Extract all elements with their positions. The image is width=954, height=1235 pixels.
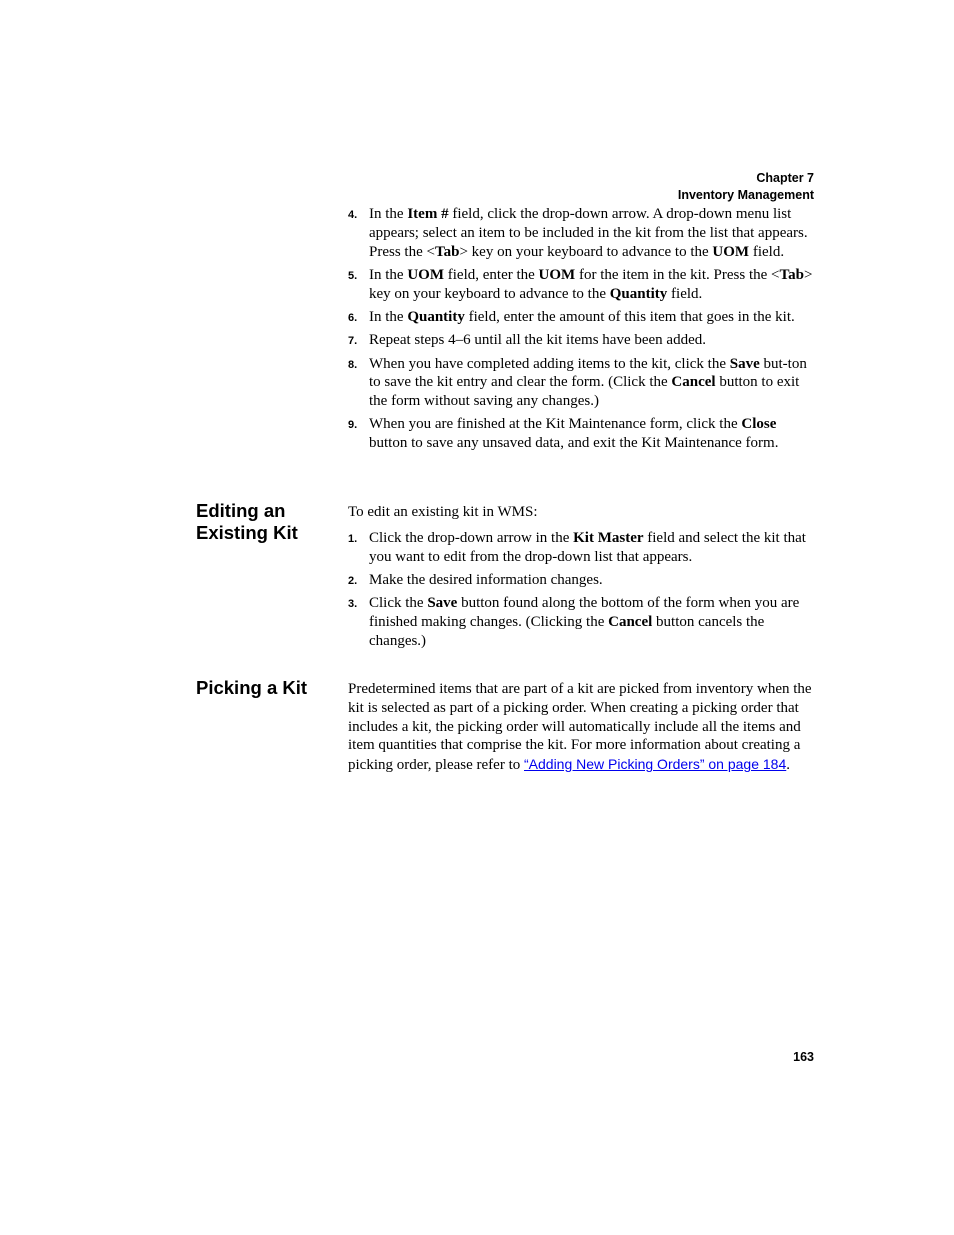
step-number: 1.	[348, 533, 358, 545]
step-number: 9.	[348, 419, 358, 432]
editing-section-heading: Editing an Existing Kit	[196, 500, 298, 543]
uom-field-name: UOM	[712, 243, 750, 260]
step-item: 3. Click the Save button found along the bottom of the form when you are finished making changes. (Clicking the Cancel button cancels the changes.)	[348, 595, 800, 649]
uom-term: UOM	[538, 266, 576, 283]
kit-steps-list	[348, 205, 818, 458]
step-item: 5. In the UOM field, enter the UOM for the item in the kit. Press the <Tab> key on your keyboard to advance to the Quantity field.	[348, 266, 813, 302]
step-item: 9. When you are finished at the Kit Maintenance form, click the Close button to save any unsaved data, and exit the Kit Maintenance form.	[348, 416, 779, 452]
step-number: 3.	[348, 598, 358, 611]
close-button-name: Close	[741, 416, 777, 433]
step-number: 5.	[348, 269, 358, 282]
quantity-field-name: Quantity	[609, 285, 668, 302]
picking-section-heading: Picking a Kit	[196, 677, 308, 698]
step-number: 8.	[348, 358, 358, 371]
step-item: 6. In the Quantity field, enter the amount of this item that goes in the kit.	[348, 308, 818, 327]
kit-master-field-name: Kit Master	[573, 530, 644, 546]
step-item: 1. Click the drop-down arrow in the Kit Master field and select the kit that you want to edit from the drop-down list that appears.	[348, 530, 806, 565]
step-item: 4. In the Item # field, click the drop-down arrow. A drop-down menu list appears; select an item to be included in the kit from the list that appears. Press the <Tab> key on your keyboard to advance to the UOM field.	[348, 206, 808, 260]
uom-field-name: UOM	[407, 266, 444, 283]
tab-key-name: Tab	[779, 266, 804, 283]
picking-paragraph: Predetermined items that are part of a kit are picked from inventory when the kit is selected as part of a picking order. When creating a picking order that includes a kit, the picking order will automatically include all the items and item quantities that comprise the kit. For more information about creating a picking order, please refer to “Adding New Picking Orders” on page 184.	[348, 681, 812, 774]
step-number: 7.	[348, 335, 358, 348]
cancel-button-name: Cancel	[608, 614, 653, 631]
tab-key-name: Tab	[434, 243, 460, 260]
quantity-field-name: Quantity	[407, 308, 465, 325]
chapter-label: Chapter 7	[756, 171, 814, 185]
editing-steps-list	[348, 529, 818, 655]
step-number: 2.	[348, 575, 358, 588]
save-button-name: Save	[427, 595, 458, 612]
editing-intro: To edit an existing kit in WMS:	[348, 504, 538, 520]
page-number: 163	[793, 1050, 814, 1064]
step-item: 8. When you have completed adding items to the kit, click the Save but-ton to save the kit entry and clear the form. (Click the Cancel button to exit the form without saving any changes.)	[348, 355, 807, 410]
running-header	[678, 170, 814, 204]
save-button-name: Save	[729, 355, 760, 372]
item-field-name: Item #	[407, 206, 449, 222]
step-number: 6.	[348, 311, 358, 324]
step-number: 4.	[348, 209, 358, 221]
step-item: 2. Make the desired information changes.	[348, 571, 818, 590]
step-item: 7. Repeat steps 4–6 until all the kit items have been added.	[348, 331, 818, 350]
cross-reference-link[interactable]: “Adding New Picking Orders” on page 184	[524, 756, 787, 773]
cancel-button-name: Cancel	[671, 374, 716, 391]
chapter-title: Inventory Management	[677, 188, 814, 202]
